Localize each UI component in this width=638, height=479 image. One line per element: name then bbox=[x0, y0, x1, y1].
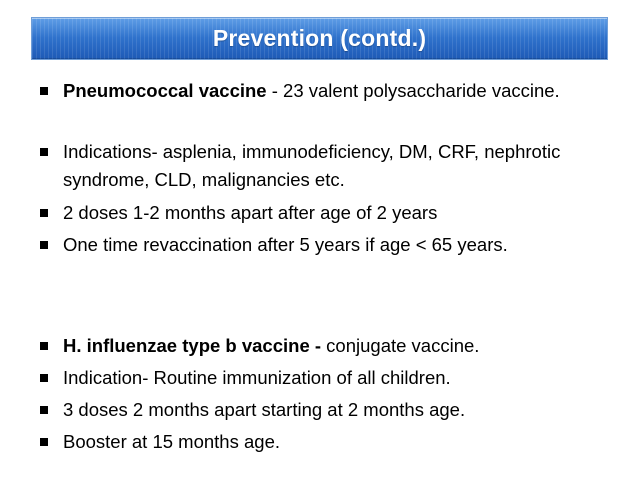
bullet-normal-text: One time revaccination after 5 years if age < 65 years. bbox=[63, 234, 508, 255]
bullet-text bbox=[63, 428, 583, 456]
bullet-square-icon bbox=[40, 406, 48, 414]
bullet-text bbox=[63, 396, 583, 424]
bullet-normal-text: Indication- Routine immunization of all children. bbox=[63, 367, 451, 388]
bullet-text bbox=[63, 138, 583, 194]
bullet-square-icon bbox=[40, 342, 48, 350]
bullet-square-icon bbox=[40, 148, 48, 156]
bullet-square-icon bbox=[40, 87, 48, 95]
bullet-square-icon bbox=[40, 241, 48, 249]
bullet-normal-text: Indications- asplenia, immunodeficiency, DM, CRF, nephrotic syndrome, CLD, malignancies etc. bbox=[63, 141, 561, 190]
bullet-bold-text: Pneumococcal vaccine bbox=[63, 80, 267, 101]
bullet-text bbox=[63, 77, 583, 105]
slide-title: Prevention (contd.) bbox=[212, 25, 427, 51]
bullet-square-icon bbox=[40, 209, 48, 217]
title-bar bbox=[31, 17, 608, 60]
bullet-text bbox=[63, 332, 583, 360]
bullet-text bbox=[63, 364, 583, 392]
bullet-normal-text: 3 doses 2 months apart starting at 2 months age. bbox=[63, 399, 466, 420]
bullet-normal-text: conjugate vaccine. bbox=[321, 335, 480, 356]
bullet-normal-text: 2 doses 1-2 months apart after age of 2 years bbox=[63, 202, 438, 223]
bullet-square-icon bbox=[40, 374, 48, 382]
bullet-square-icon bbox=[40, 438, 48, 446]
bullet-text bbox=[63, 199, 583, 227]
bullet-normal-text: - 23 valent polysaccharide vaccine. bbox=[266, 80, 560, 101]
bullet-bold-text: H. influenzae type b vaccine - bbox=[63, 335, 322, 356]
bullet-normal-text: Booster at 15 months age. bbox=[63, 431, 280, 452]
bullet-text bbox=[63, 231, 583, 259]
